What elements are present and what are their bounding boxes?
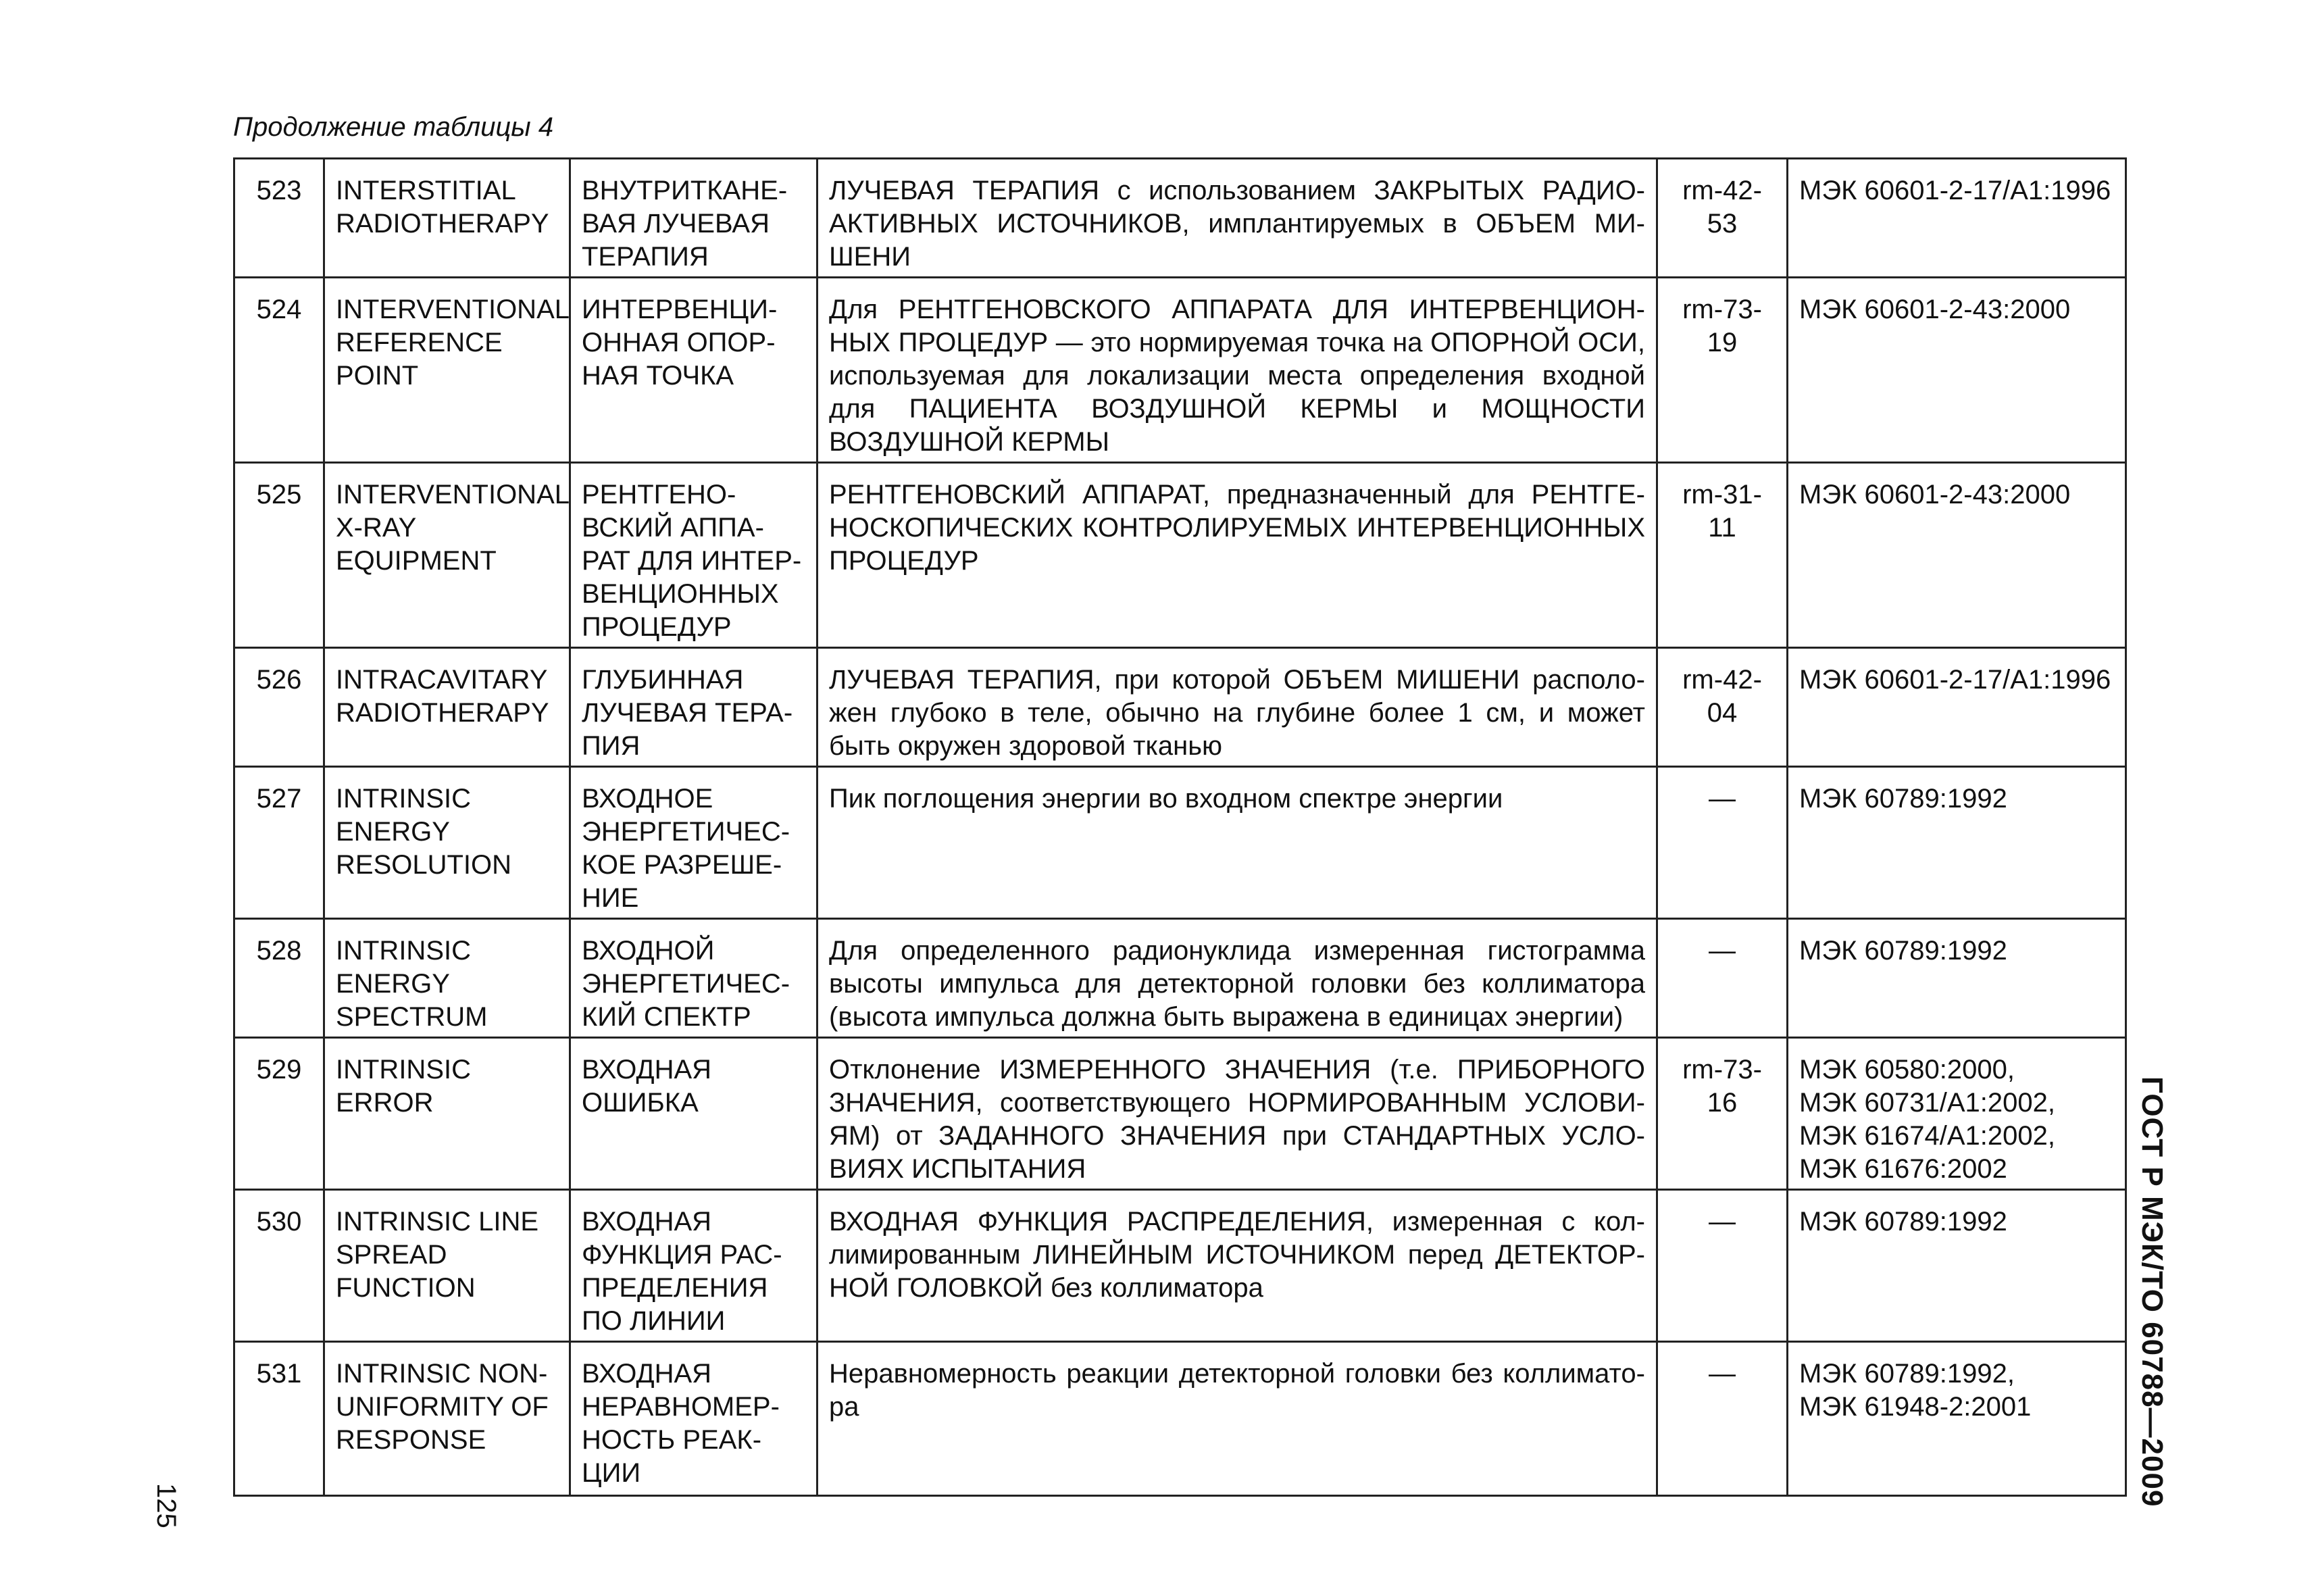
table-caption: Продолжение таблицы 4 bbox=[233, 112, 554, 142]
term-code: rm-42-04 bbox=[1657, 648, 1788, 767]
term-code: — bbox=[1657, 1190, 1788, 1342]
term-code: rm-31-11 bbox=[1657, 463, 1788, 648]
term-definition: ЛУЧЕВАЯ ТЕРАПИЯ, при которой ОБЪЕМ МИШЕНИ располо-жен глубоко в теле, обычно на глубине более 1 см, и может быть окружен здоровой тканью bbox=[818, 648, 1657, 767]
term-number: 529 bbox=[234, 1038, 324, 1190]
term-english: INTRINSIC ERROR bbox=[324, 1038, 570, 1190]
term-definition: РЕНТГЕНОВСКИЙ АППАРАТ, предназначенный для РЕНТГЕ-НОСКОПИЧЕСКИХ КОНТРОЛИРУЕМЫХ ИНТЕРВЕНЦИОННЫХ ПРОЦЕДУР bbox=[818, 463, 1657, 648]
term-number: 531 bbox=[234, 1342, 324, 1496]
term-code: rm-42-53 bbox=[1657, 159, 1788, 278]
term-source: МЭК 60601-2-43:2000 bbox=[1788, 278, 2126, 463]
term-russian: ВХОДНОЕ ЭНЕРГЕТИЧЕС- КОЕ РАЗРЕШЕ- НИЕ bbox=[570, 767, 818, 919]
term-code: — bbox=[1657, 1342, 1788, 1496]
term-english: INTERSTITIAL RADIOTHERAPY bbox=[324, 159, 570, 278]
term-russian: ВХОДНАЯ НЕРАВНОМЕР- НОСТЬ РЕАК- ЦИИ bbox=[570, 1342, 818, 1496]
term-russian: ВХОДНАЯ ФУНКЦИЯ РАС- ПРЕДЕЛЕНИЯ ПО ЛИНИИ bbox=[570, 1190, 818, 1342]
term-code: — bbox=[1657, 919, 1788, 1038]
table-row bbox=[234, 1190, 2126, 1342]
table-row bbox=[234, 463, 2126, 648]
term-definition: ВХОДНАЯ ФУНКЦИЯ РАСПРЕДЕЛЕНИЯ, измеренная с кол-лимированным ЛИНЕЙНЫМ ИСТОЧНИКОМ перед ДЕТЕКТОР-НОЙ ГОЛОВКОЙ без коллиматора bbox=[818, 1190, 1657, 1342]
term-definition: ЛУЧЕВАЯ ТЕРАПИЯ с использованием ЗАКРЫТЫХ РАДИО-АКТИВНЫХ ИСТОЧНИКОВ, имплантируемых в ОБЪЕМ МИ-ШЕНИ bbox=[818, 159, 1657, 278]
document-designation: ГОСТ Р МЭК/ТО 60788—2009 bbox=[2136, 1076, 2169, 1507]
term-code: — bbox=[1657, 767, 1788, 919]
term-number: 525 bbox=[234, 463, 324, 648]
term-number: 523 bbox=[234, 159, 324, 278]
term-definition: Пик поглощения энергии во входном спектре энергии bbox=[818, 767, 1657, 919]
term-definition: Отклонение ИЗМЕРЕННОГО ЗНАЧЕНИЯ (т.е. ПРИБОРНОГО ЗНАЧЕНИЯ, соответствующего НОРМИРОВАННЫМ УСЛОВИ-ЯМ) от ЗАДАННОГО ЗНАЧЕНИЯ при СТАНДАРТНЫХ УСЛО-ВИЯХ ИСПЫТАНИЯ bbox=[818, 1038, 1657, 1190]
term-russian: ВХОДНАЯ ОШИБКА bbox=[570, 1038, 818, 1190]
term-definition: Неравномерность реакции детекторной головки без коллимато-ра bbox=[818, 1342, 1657, 1496]
term-russian: ГЛУБИННАЯ ЛУЧЕВАЯ ТЕРА- ПИЯ bbox=[570, 648, 818, 767]
term-source: МЭК 60601-2-17/А1:1996 bbox=[1788, 648, 2126, 767]
term-source: МЭК 60789:1992, МЭК 61948-2:2001 bbox=[1788, 1342, 2126, 1496]
term-english: INTRINSIC ENERGY RESOLUTION bbox=[324, 767, 570, 919]
table-row bbox=[234, 767, 2126, 919]
term-source: МЭК 60601-2-17/А1:1996 bbox=[1788, 159, 2126, 278]
term-source: МЭК 60789:1992 bbox=[1788, 1190, 2126, 1342]
term-number: 528 bbox=[234, 919, 324, 1038]
term-english: INTRINSIC ENERGY SPECTRUM bbox=[324, 919, 570, 1038]
term-russian: ИНТЕРВЕНЦИ- ОННАЯ ОПОР- НАЯ ТОЧКА bbox=[570, 278, 818, 463]
term-russian: РЕНТГЕНО- ВСКИЙ АППА- РАТ ДЛЯ ИНТЕР- ВЕНЦИОННЫХ ПРОЦЕДУР bbox=[570, 463, 818, 648]
term-english: INTERVENTIONAL REFERENCE POINT bbox=[324, 278, 570, 463]
term-source: МЭК 60601-2-43:2000 bbox=[1788, 463, 2126, 648]
table-row bbox=[234, 648, 2126, 767]
term-definition: Для определенного радионуклида измеренная гистограмма высоты импульса для детекторной головки без коллиматора (высота импульса должна быть выражена в единицах энергии) bbox=[818, 919, 1657, 1038]
term-russian: ВНУТРИТКАНЕ- ВАЯ ЛУЧЕВАЯ ТЕРАПИЯ bbox=[570, 159, 818, 278]
term-english: INTRINSIC NON- UNIFORMITY OF RESPONSE bbox=[324, 1342, 570, 1496]
term-number: 524 bbox=[234, 278, 324, 463]
page-number: 125 bbox=[151, 1483, 181, 1528]
term-source: МЭК 60580:2000, МЭК 60731/А1:2002, МЭК 61674/А1:2002, МЭК 61676:2002 bbox=[1788, 1038, 2126, 1190]
term-english: INTERVENTIONAL X-RAY EQUIPMENT bbox=[324, 463, 570, 648]
term-number: 527 bbox=[234, 767, 324, 919]
term-russian: ВХОДНОЙ ЭНЕРГЕТИЧЕС- КИЙ СПЕКТР bbox=[570, 919, 818, 1038]
term-english: INTRINSIC LINE SPREAD FUNCTION bbox=[324, 1190, 570, 1342]
table-row bbox=[234, 159, 2126, 278]
table-row bbox=[234, 278, 2126, 463]
term-code: rm-73-16 bbox=[1657, 1038, 1788, 1190]
term-source: МЭК 60789:1992 bbox=[1788, 919, 2126, 1038]
table-row bbox=[234, 919, 2126, 1038]
term-definition: Для РЕНТГЕНОВСКОГО АППАРАТА ДЛЯ ИНТЕРВЕНЦИОН-НЫХ ПРОЦЕДУР — это нормируемая точка на ОПОРНОЙ ОСИ, используемая для локализации места определения входной для ПАЦИЕНТА ВОЗДУШНОЙ КЕРМЫ и МОЩНОСТИ ВОЗДУШНОЙ КЕРМЫ bbox=[818, 278, 1657, 463]
term-source: МЭК 60789:1992 bbox=[1788, 767, 2126, 919]
term-number: 530 bbox=[234, 1190, 324, 1342]
term-code: rm-73-19 bbox=[1657, 278, 1788, 463]
term-english: INTRACAVITARY RADIOTHERAPY bbox=[324, 648, 570, 767]
term-number: 526 bbox=[234, 648, 324, 767]
terms-table bbox=[233, 157, 2127, 1497]
table-row bbox=[234, 1342, 2126, 1496]
table-row bbox=[234, 1038, 2126, 1190]
